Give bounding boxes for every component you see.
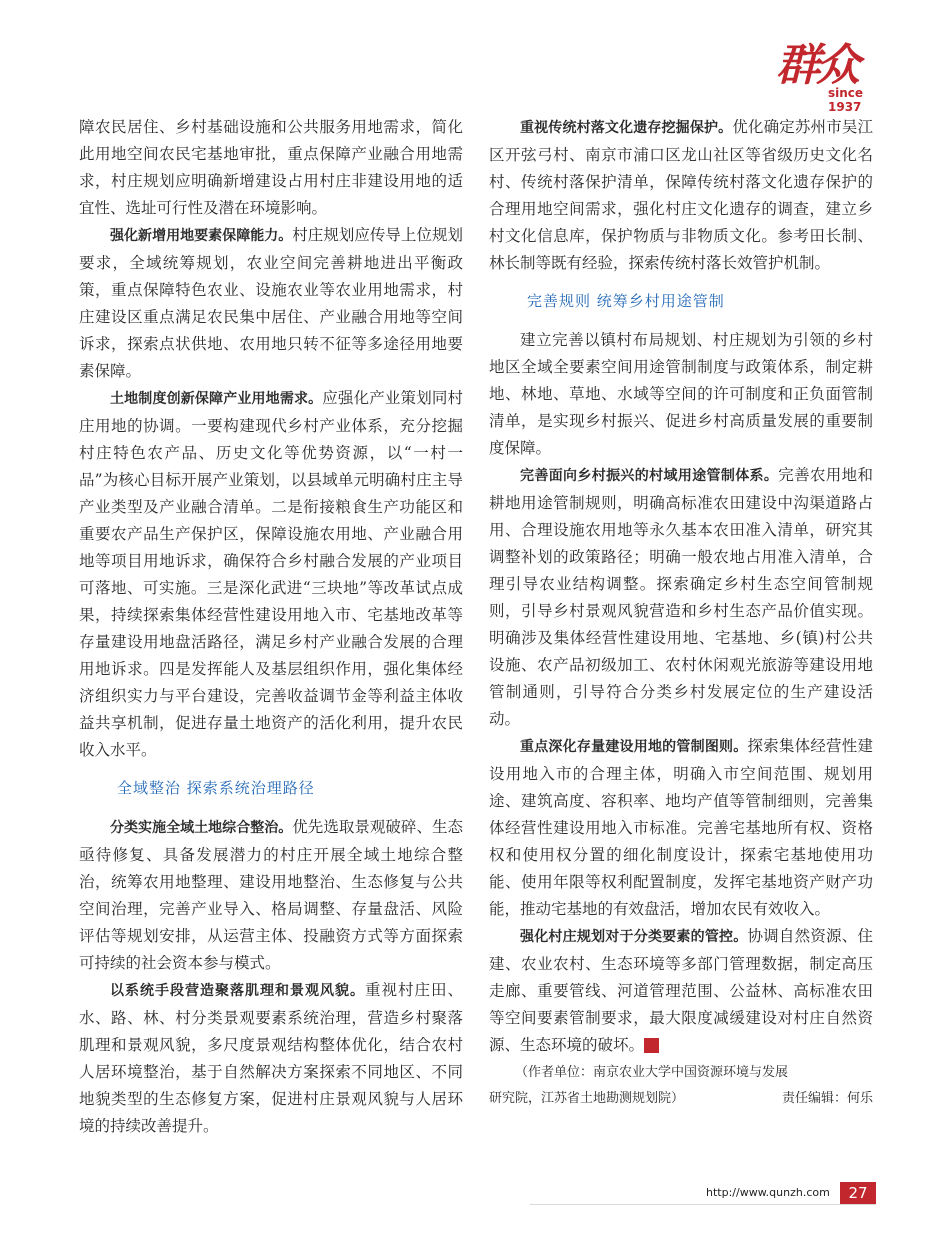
paragraph-lead: 土地制度创新保障产业用地需求。 [110, 391, 323, 407]
paragraph [489, 923, 873, 1059]
paragraph: 障农民居住、乡村基础设施和公共服务用地需求，简化此用地空间农民宅基地审批，重点保障产业融合用地需求，村庄规划应明确新增建设占用村庄非建设用地的适宜性、选址可行性及潜在环境影响。 [79, 118, 463, 217]
paragraph-body: 应强化产业策划同村庄用地的协调。一要构建现代乡村产业体系，充分挖掘村庄特色农产品、历史文化等优势资源，以“一村一品”为核心目标开展产业策划，以县域单元明确村庄主导产业类型及产业融合清单。二是衔接粮食生产功能区和重要农产品生产保护区，保障设施农用地、产业融合用地等项目用地诉求，确保符合乡村融合发展的产业项目可落地、可实施。三是深化武进“三块地”等改革试点成果，持续探索集体经营性建设用地入市、宅基地改革等存量建设用地盘活路径，满足乡村产业融合发展的合理用地诉求。四是发挥能人及基层组织作用，强化集体经济组织实力与平台建设，完善收益调节金等利益主体收益共享机制，促进存量土地资产的活化利用，提升农民收入水平。 [79, 389, 463, 759]
paragraph-body: 优化确定苏州市吴江区开弦弓村、南京市浦口区龙山社区等省级历史文化名村、传统村落保护清单，保障传统村落文化遗存保护的合理用地空间需求，强化村庄文化遗存的调查，建立乡村文化信息库，保护物质与非物质文化。参考田长制、林长制等既有经验，探索传统村落长效管护机制。 [489, 118, 873, 272]
paragraph-body: 协调自然资源、住建、农业农村、生态环境等多部门管理数据，制定高压走廊、重要管线、河道管理范围、公益林、高标准农田等空间要素管制要求，最大限度减缓建设对村庄自然资源、生态环境的破坏。 [489, 927, 873, 1054]
logo-mark: 群众 [776, 40, 856, 91]
paragraph-body: 完善农用地和耕地用途管制规则，明确高标准农田建设中沟渠道路占用、合理设施农用地等永久基本农田准入清单，研究其调整补划的政策路径；明确一般农地占用准入清单，合理引导农业结构调整。探索确定乡村生态空间管制规则，引导乡村景观风貌营造和乡村生态产品价值实现。明确涉及集体经营性建设用地、宅基地、乡(镇)村公共设施、农产品初级加工、农村休闲观光旅游等建设用地管制通则，引导符合分类乡村发展定位的生产建设活动。 [489, 466, 873, 728]
left-column [79, 114, 463, 1140]
paragraph-lead: 强化村庄规划对于分类要素的管控。 [520, 929, 748, 945]
paragraph [489, 114, 873, 277]
paragraph-lead: 以系统手段营造聚落肌理和景观风貌。 [110, 983, 365, 999]
section-heading: 全域整治 探索系统治理路径 [117, 779, 315, 797]
page-number: 27 [840, 1182, 876, 1204]
paragraph-lead: 强化新增用地要素保障能力。 [110, 228, 293, 244]
author-affiliation-cont: 研究院，江苏省土地勘测规划院） [489, 1091, 685, 1106]
paragraph-body: 村庄规划应传导上位规划要求，全域统筹规划，农业空间完善耕地进出平衡政策，重点保障特色农业、设施农业等农业用地需求，村庄建设区重点满足农民集中居住、产业融合用地等空间诉求，探索点状供地、农用地只转不征等多途径用地要素保障。 [79, 226, 463, 380]
paragraph [79, 977, 463, 1140]
paragraph-lead: 重视传统村落文化遗存挖掘保护。 [520, 120, 733, 136]
paragraph-body: 重视村庄田、水、路、林、村分类景观要素系统治理，营造乡村聚落肌理和景观风貌，多尺度景观结构整体优化，结合农村人居环境整治，基于自然解决方案探索不同地区、不同地貌类型的生态修复方案，促进村庄景观风貌与人居环境的持续改善提升。 [79, 981, 463, 1135]
end-mark-icon: 第 [644, 1038, 659, 1053]
author-affiliation: （作者单位：南京农业大学中国资源环境与发展 [515, 1065, 789, 1080]
footer-url[interactable]: http://www.qunzh.com [706, 1186, 830, 1199]
footer-divider [530, 1204, 876, 1205]
paragraph: 建立完善以镇村布局规划、村庄规划为引领的乡村地区全域全要素空间用途管制制度与政策体系，制定耕地、林地、草地、水域等空间的许可制度和正负面管制清单，是实现乡村振兴、促进乡村高质量发展的重要制度保障。 [489, 331, 873, 457]
logo-since: since 1937 [828, 86, 864, 114]
author-line [489, 1086, 873, 1112]
paragraph [489, 462, 873, 733]
section-heading: 完善规则 统筹乡村用途管制 [527, 292, 725, 310]
paragraph-lead: 重点深化存量建设用地的管制图则。 [520, 739, 748, 755]
magazine-logo [770, 40, 880, 114]
paragraph [79, 385, 463, 764]
paragraph-lead: 完善面向乡村振兴的村域用途管制体系。 [520, 468, 779, 484]
paragraph [79, 222, 463, 385]
paragraph-body: 优先选取景观破碎、生态亟待修复、具备发展潜力的村庄开展全域土地综合整治，统筹农用地整理、建设用地整治、生态修复与公共空间治理，完善产业导入、格局调整、存量盘活、风险评估等规划安排，从运营主体、投融资方式等方面探索可持续的社会资本参与模式。 [79, 818, 463, 972]
paragraph-body: 探索集体经营性建设用地入市的合理主体，明确入市空间范围、规划用途、建筑高度、容积率、地均产值等管制细则，完善集体经营性建设用地入市标准。完善宅基地所有权、资格权和使用权分置的细化制度设计，探索宅基地使用功能、使用年限等权利配置制度，发挥宅基地资产财产功能，推动宅基地的有效盘活，增加农民有效收入。 [489, 737, 873, 918]
right-column [489, 114, 873, 1112]
paragraph [489, 733, 873, 923]
paragraph-lead: 分类实施全域土地综合整治。 [110, 820, 293, 836]
editor-credit: 责任编辑：何乐 [781, 1091, 873, 1106]
paragraph [79, 814, 463, 977]
